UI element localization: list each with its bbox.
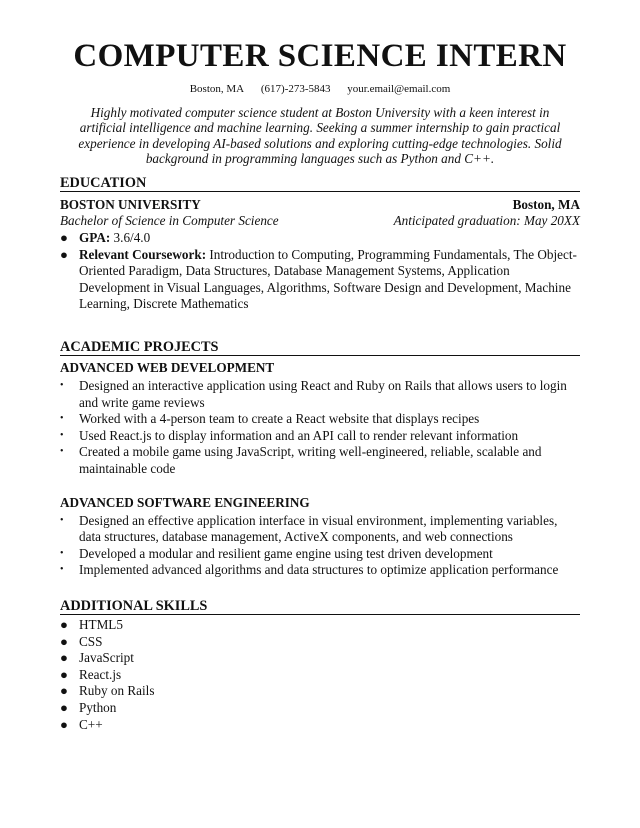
list-item	[60, 428, 580, 445]
project-bullet-text: Designed an interactive application using React and Ruby on Rails that allows users to login and write game reviews	[79, 378, 567, 410]
bullet-glyph: ●	[60, 650, 68, 666]
skill-text: JavaScript	[79, 650, 134, 666]
school-name: BOSTON UNIVERSITY	[60, 197, 201, 212]
resume-title: COMPUTER SCIENCE INTERN	[73, 38, 567, 74]
skill-item	[60, 634, 580, 651]
list-item	[60, 546, 580, 563]
contact-line	[60, 82, 580, 96]
skill-item	[60, 717, 580, 734]
project-title: ADVANCED WEB DEVELOPMENT	[60, 360, 275, 375]
contact-email: your.email@email.com	[347, 83, 451, 95]
projects-section	[60, 339, 580, 579]
skill-text: HTML5	[79, 617, 123, 632]
bullet-glyph: •	[60, 413, 64, 425]
skills-section	[60, 598, 580, 733]
bullet-glyph: ●	[60, 699, 68, 715]
project-bullets	[60, 513, 580, 579]
project-bullet-text: Designed an effective application interface in visual environment, implementing variables, data structures, database management, ActiveX components, and web connections	[79, 512, 558, 545]
skill-text: C++	[79, 716, 103, 732]
contact-location: Boston, MA	[189, 83, 245, 95]
skill-text: Ruby on Rails	[79, 683, 155, 699]
skills-heading: ADDITIONAL SKILLS	[60, 598, 580, 615]
project-bullet-text: Used React.js to display information and an API call to render relevant information	[79, 427, 519, 443]
education-details-list	[60, 230, 580, 313]
bullet-glyph: •	[60, 547, 64, 559]
education-degree-row	[60, 213, 580, 229]
education-school-row	[60, 197, 580, 213]
skill-text: Python	[79, 699, 117, 715]
bullet-glyph: •	[60, 514, 64, 526]
project-bullets	[60, 378, 580, 478]
projects-heading: ACADEMIC PROJECTS	[60, 339, 580, 356]
contact-phone: (617)-273-5843	[260, 83, 331, 95]
education-section	[60, 175, 580, 313]
skill-item	[60, 617, 580, 634]
coursework-item	[60, 247, 580, 313]
project-bullet-text: Worked with a 4-person team to create a React website that displays recipes	[79, 411, 480, 427]
project-bullet-text: Implemented advanced algorithms and data structures to optimize application performance	[79, 562, 559, 578]
project-bullet-text: Developed a modular and resilient game engine using test driven development	[79, 545, 493, 561]
bullet-glyph: •	[60, 446, 64, 458]
education-heading: EDUCATION	[60, 175, 580, 192]
skill-item	[60, 683, 580, 700]
degree-name: Bachelor of Science in Computer Science	[60, 213, 279, 228]
project-bullet-text: Created a mobile game using JavaScript, writing well-engineered, reliable, scalable and maintainable code	[79, 444, 542, 476]
skills-list	[60, 617, 580, 733]
coursework-value: Introduction to Computing, Programming Fundamentals, The Object-Oriented Paradigm, Data Structures, Database Management Systems, Application Development in Visual Languages, Algorithms, Software Design and Development, Machine Learning, Discrete Mathematics	[79, 246, 577, 312]
bullet-glyph: ●	[60, 633, 68, 649]
bullet-glyph: •	[60, 380, 64, 391]
list-item	[60, 562, 580, 579]
bullet-glyph: ●	[60, 617, 68, 632]
skill-item	[60, 700, 580, 717]
bullet-glyph: •	[60, 429, 64, 441]
skill-item	[60, 667, 580, 684]
coursework-label: Relevant Coursework:	[79, 246, 207, 262]
gpa-label: GPA:	[79, 230, 111, 245]
bullet-glyph: ●	[60, 666, 68, 682]
skill-text: CSS	[79, 633, 103, 649]
bullet-glyph: ●	[60, 683, 68, 699]
gpa-item	[60, 230, 580, 247]
summary-paragraph: Highly motivated computer science student at Boston University with a keen interest in artificial intelligence and machine learning. Seeking a summer internship to gain practical experience in developing AI-based solutions and exploring cutting-edge technologies. Solid background in programming languages such as Python and C++.	[78, 105, 562, 166]
bullet-glyph: ●	[60, 230, 68, 245]
skill-item	[60, 650, 580, 667]
skill-text: React.js	[79, 666, 122, 682]
graduation-date: Anticipated graduation: May 20XX	[393, 213, 580, 228]
list-item	[60, 411, 580, 428]
list-item	[60, 378, 580, 411]
list-item	[60, 444, 580, 477]
bullet-glyph: ●	[60, 246, 68, 262]
project-title: ADVANCED SOFTWARE ENGINEERING	[60, 494, 310, 510]
bullet-glyph: •	[60, 564, 64, 576]
school-location: Boston, MA	[512, 197, 580, 212]
gpa-value: 3.6/4.0	[113, 230, 151, 245]
list-item	[60, 513, 580, 546]
bullet-glyph: ●	[60, 716, 68, 732]
